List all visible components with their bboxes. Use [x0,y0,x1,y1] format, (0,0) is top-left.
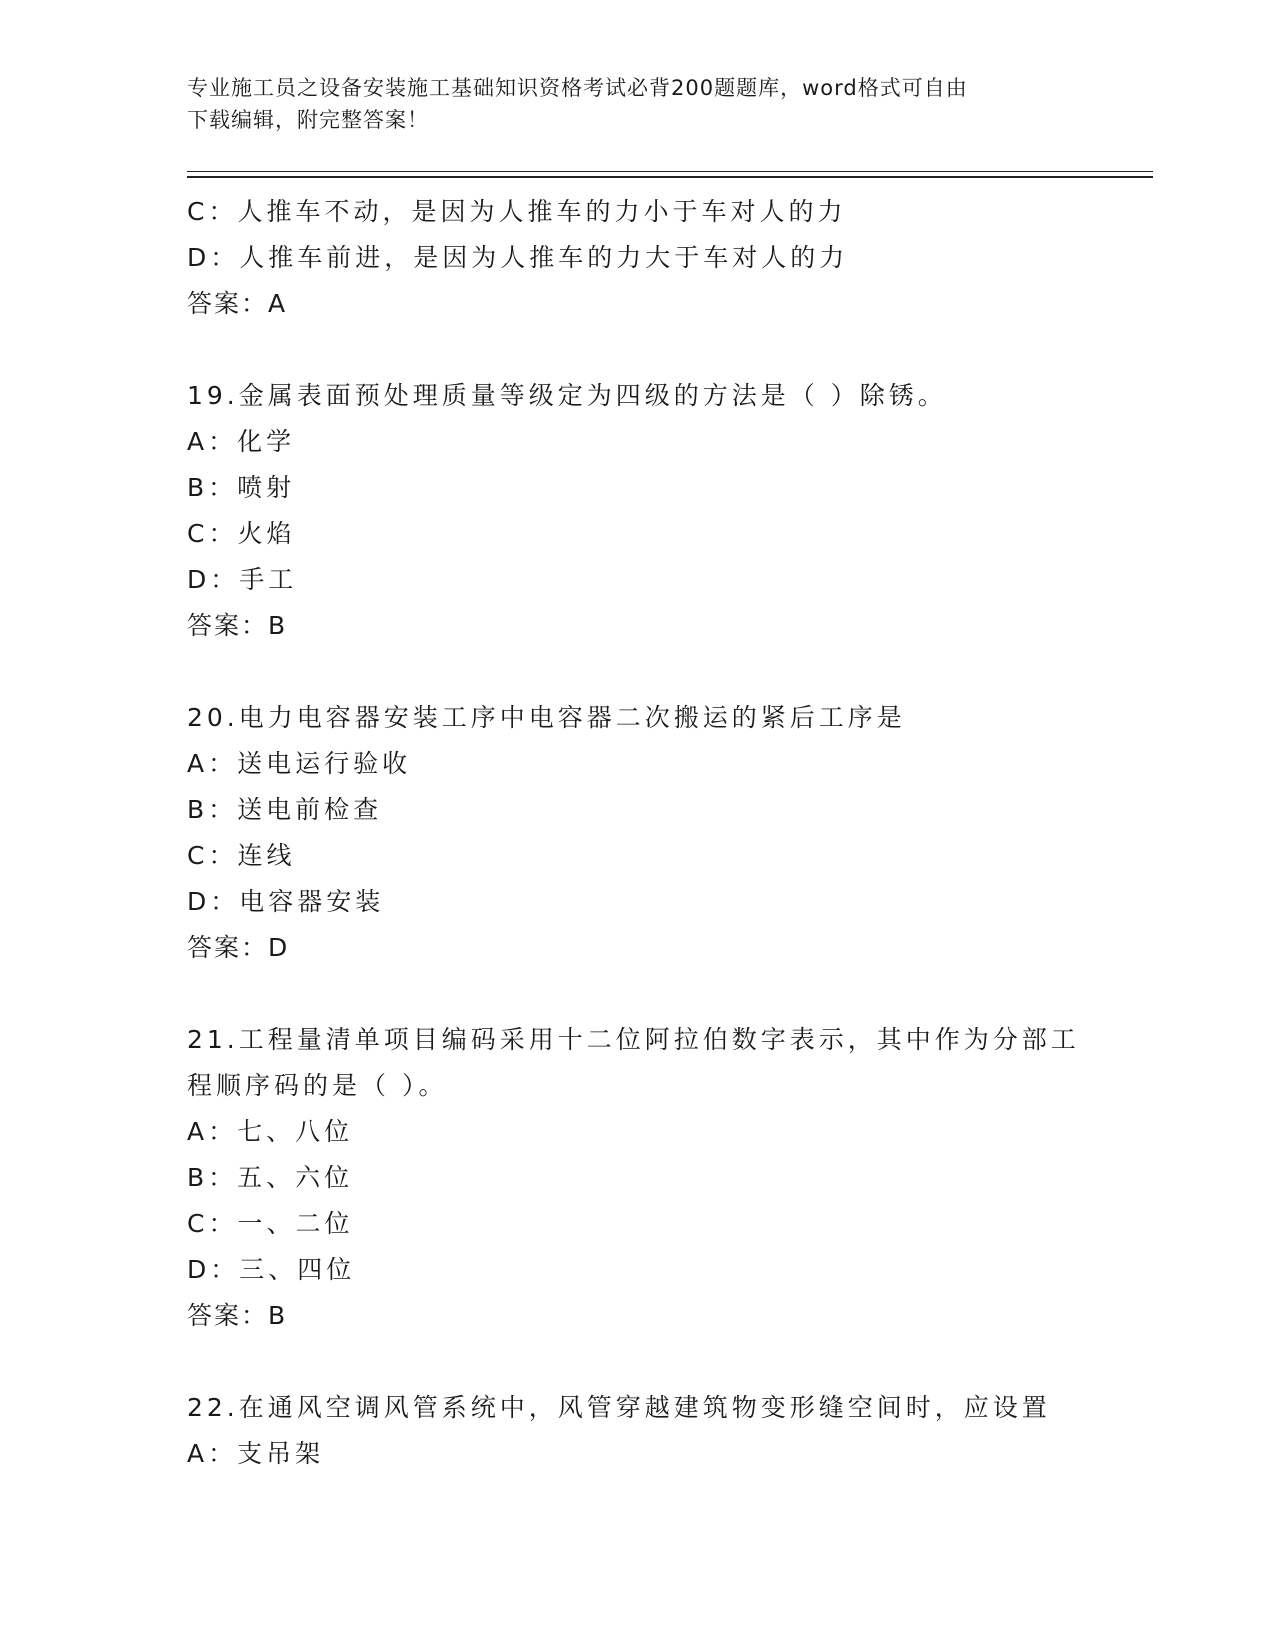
option-c: C：人推车不动，是因为人推车的力小于车对人的力 [187,197,847,226]
option-c: C：一、二位 [187,1209,354,1238]
question-block-21 [187,1017,1087,1339]
answer-line: 答案：D [187,933,290,962]
option-b: B：送电前检查 [187,795,383,824]
option-a: A：送电运行验收 [187,749,412,778]
option-c: C：连线 [187,841,296,870]
question-block-prev [187,189,1087,327]
question-block-19 [187,373,1087,649]
question-block-22 [187,1385,1087,1477]
question-text-line-2: 程顺序码的是（ ）。 [187,1071,448,1100]
spacer [187,971,1087,1017]
answer-line: 答案：B [187,611,288,640]
question-text: 19.金属表面预处理质量等级定为四级的方法是（ ）除锈。 [187,381,947,410]
header-line-1: 专业施工员之设备安装施工基础知识资格考试必背200题题库，word格式可自由 [187,76,968,100]
option-c: C：火焰 [187,519,296,548]
header-divider-thin [187,171,1153,172]
option-d: D：三、四位 [187,1255,356,1284]
option-d: D：手工 [187,565,298,594]
spacer [187,1339,1087,1385]
option-b: B：喷射 [187,473,296,502]
option-a: A：七、八位 [187,1117,354,1146]
question-text: 22.在通风空调风管系统中，风管穿越建筑物变形缝空间时，应设置 [187,1393,1051,1422]
option-d: D：人推车前进，是因为人推车的力大于车对人的力 [187,243,849,272]
document-header [187,72,1067,136]
option-b: B：五、六位 [187,1163,354,1192]
option-a: A：化学 [187,427,296,456]
spacer [187,649,1087,695]
answer-line: 答案：A [187,289,288,318]
header-divider-thick [187,176,1153,178]
question-text-line-1: 21.工程量清单项目编码采用十二位阿拉伯数字表示，其中作为分部工 [187,1025,1080,1054]
question-text: 20.电力电容器安装工序中电容器二次搬运的紧后工序是 [187,703,906,732]
question-block-20 [187,695,1087,971]
option-a: A：支吊架 [187,1439,325,1468]
option-d: D：电容器安装 [187,887,385,916]
answer-line: 答案：B [187,1301,288,1330]
question-list [187,189,1087,1477]
header-line-2: 下载编辑，附完整答案！ [187,108,429,132]
spacer [187,327,1087,373]
